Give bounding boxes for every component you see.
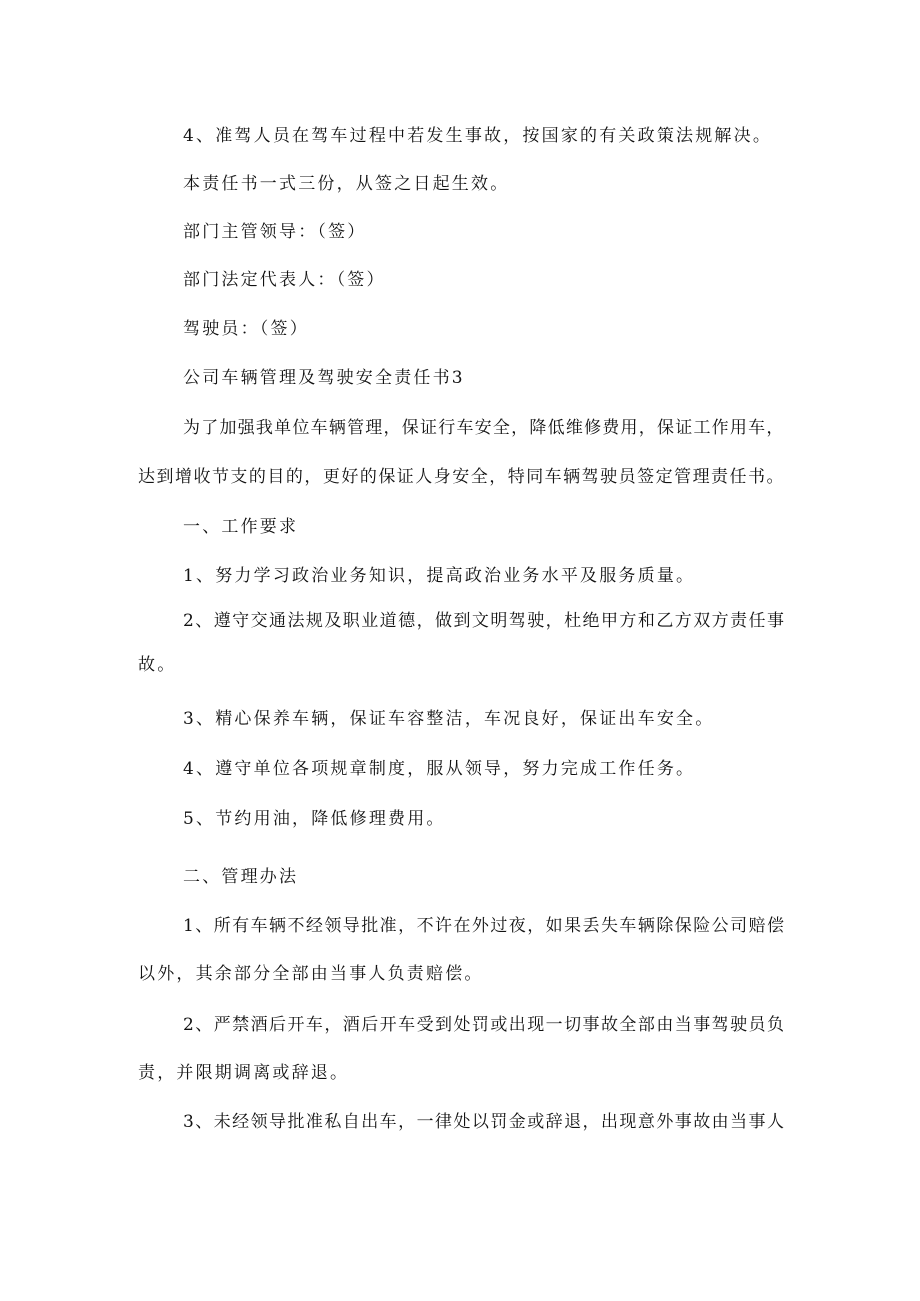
heading-work-requirements: 一、工作要求 xyxy=(183,517,299,537)
requirement-item-4: 4、遵守单位各项规章制度，服从领导，努力完成工作任务。 xyxy=(183,759,696,779)
requirement-item-2-line-1: 2、遵守交通法规及职业道德，做到文明驾驶，杜绝甲方和乙方双方责任事 xyxy=(183,611,786,631)
method-item-2-line-2: 责，并限期调离或辞退。 xyxy=(138,1063,350,1083)
section-title: 公司车辆管理及驾驶安全责任书3 xyxy=(183,368,465,388)
signature-line-driver: 驾驶员：（签） xyxy=(183,319,309,339)
signature-line-department-head: 部门主管领导：（签） xyxy=(183,222,367,242)
intro-paragraph-line-1: 为了加强我单位车辆管理，保证行车安全，降低维修费用，保证工作用车， xyxy=(183,418,785,438)
requirement-item-2-line-2: 故。 xyxy=(138,655,177,675)
signature-line-legal-representative: 部门法定代表人：（签） xyxy=(183,270,386,290)
method-item-3-line-1: 3、未经领导批准私自出车，一律处以罚金或辞退，出现意外事故由当事人 xyxy=(183,1112,786,1132)
requirement-item-5: 5、节约用油，降低修理费用。 xyxy=(183,809,446,829)
method-item-2-line-1: 2、严禁酒后开车，酒后开车受到处罚或出现一切事故全部由当事驾驶员负 xyxy=(183,1015,786,1035)
method-item-1-line-2: 以外，其余部分全部由当事人负责赔偿。 xyxy=(138,964,484,984)
paragraph-line-accident-handling: 4、准驾人员在驾车过程中若发生事故，按国家的有关政策法规解决。 xyxy=(183,126,773,146)
intro-paragraph-line-2: 达到增收节支的目的，更好的保证人身安全，特同车辆驾驶员签定管理责任书。 xyxy=(138,467,785,487)
method-item-1-line-1: 1、所有车辆不经领导批准，不许在外过夜，如果丢失车辆除保险公司赔偿 xyxy=(183,916,786,936)
paragraph-line-copies: 本责任书一式三份，从签之日起生效。 xyxy=(183,174,510,194)
requirement-item-1: 1、努力学习政治业务知识，提高政治业务水平及服务质量。 xyxy=(183,566,696,586)
heading-management-methods: 二、管理办法 xyxy=(183,867,299,887)
requirement-item-3: 3、精心保养车辆，保证车容整洁，车况良好，保证出车安全。 xyxy=(183,709,715,729)
